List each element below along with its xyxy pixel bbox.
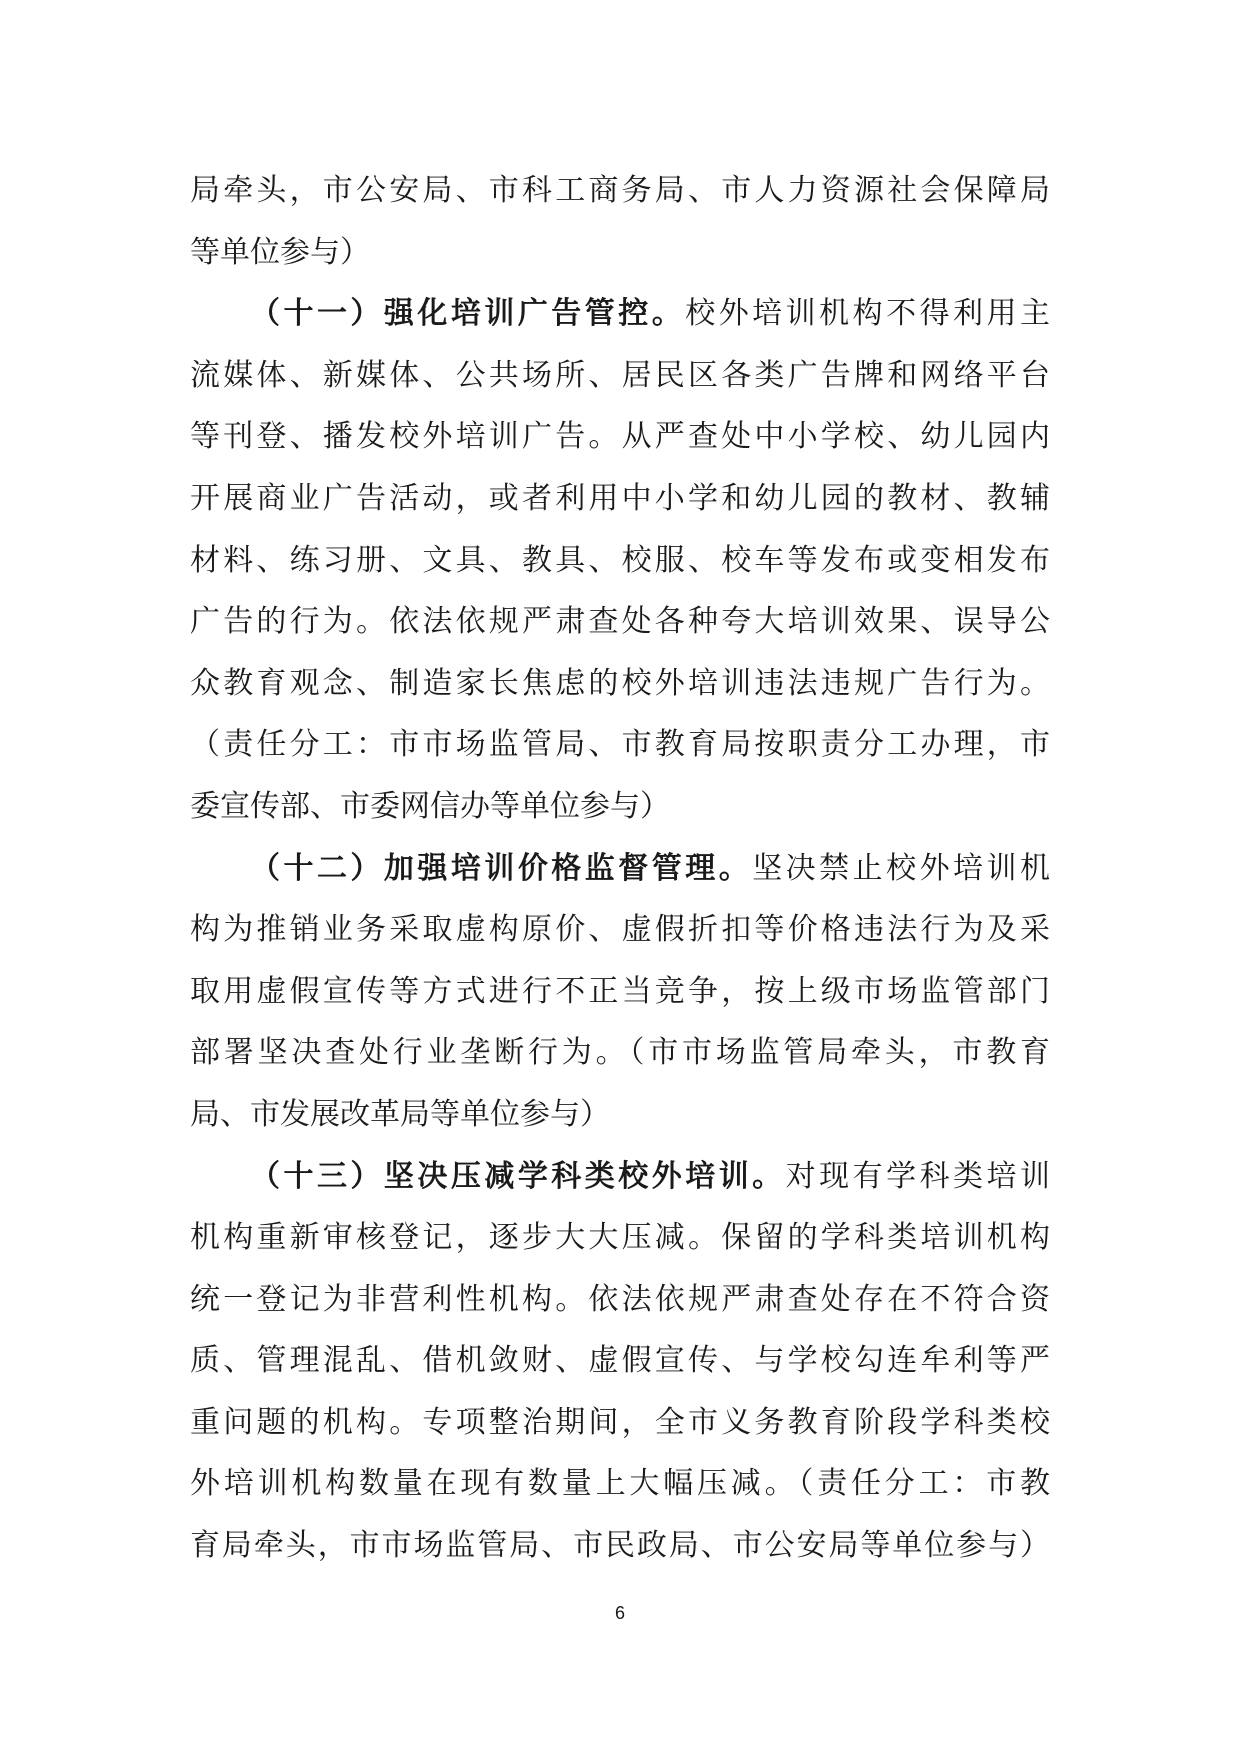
text-line: 外培训机构数量在现有数量上大幅压减。（责任分工：市教: [190, 1466, 1050, 1502]
text-line: （责任分工：市市场监管局、市教育局按职责分工办理，市: [190, 727, 1050, 763]
body-text: [190, 160, 1050, 1577]
section-11-heading: （十一）强化培训广告管控。: [250, 296, 686, 332]
section-11-first-line: [190, 283, 1050, 345]
text-line: 部署坚决查处行业垄断行为。（市市场监管局牵头，市教育: [190, 1035, 1050, 1071]
text-line: 委宣传部、市委网信办等单位参与）: [190, 788, 670, 824]
section-12-first-line: [190, 838, 1050, 900]
text-line: 重问题的机构。专项整治期间，全市义务教育阶段学科类校: [190, 1404, 1050, 1440]
section-13-first-line: [190, 1146, 1050, 1208]
text-span: 坚决禁止校外培训机: [752, 850, 1050, 886]
text-span: 校外培训机构不得利用主: [685, 296, 1050, 332]
section-13-heading: （十三）坚决压减学科类校外培训。: [250, 1158, 786, 1194]
text-line: 局牵头，市公安局、市科工商务局、市人力资源社会保障局: [190, 173, 1050, 208]
text-line: 广告的行为。依法依规严肃查处各种夸大培训效果、误导公: [190, 604, 1050, 640]
text-line: 等刊登、播发校外培训广告。从严查处中小学校、幼儿园内: [190, 419, 1050, 455]
text-line: 流媒体、新媒体、公共场所、居民区各类广告牌和网络平台: [190, 357, 1050, 393]
text-line: 众教育观念、制造家长焦虑的校外培训违法违规广告行为。: [190, 665, 1050, 701]
text-line: 取用虚假宣传等方式进行不正当竞争，按上级市场监管部门: [190, 973, 1050, 1009]
text-span: 对现有学科类培训: [785, 1158, 1050, 1194]
text-line: 构为推销业务采取虚构原价、虚假折扣等价格违法行为及采: [190, 912, 1050, 948]
text-line: 质、管理混乱、借机敛财、虚假宣传、与学校勾连牟利等严: [190, 1343, 1050, 1379]
text-line: 局、市发展改革局等单位参与）: [190, 1096, 610, 1132]
text-line: 机构重新审核登记，逐步大大压减。保留的学科类培训机构: [190, 1220, 1050, 1256]
text-line: 统一登记为非营利性机构。依法依规严肃查处存在不符合资: [190, 1281, 1050, 1317]
section-12-heading: （十二）加强培训价格监督管理。: [250, 850, 753, 886]
page-number: 6: [614, 1603, 625, 1623]
text-line: 开展商业广告活动，或者利用中小学和幼儿园的教材、教辅: [190, 480, 1050, 516]
text-line: 等单位参与）: [190, 234, 370, 270]
text-line: 育局牵头，市市场监管局、市民政局、市公安局等单位参与）: [190, 1528, 1050, 1564]
text-line: 材料、练习册、文具、教具、校服、校车等发布或变相发布: [190, 542, 1050, 578]
